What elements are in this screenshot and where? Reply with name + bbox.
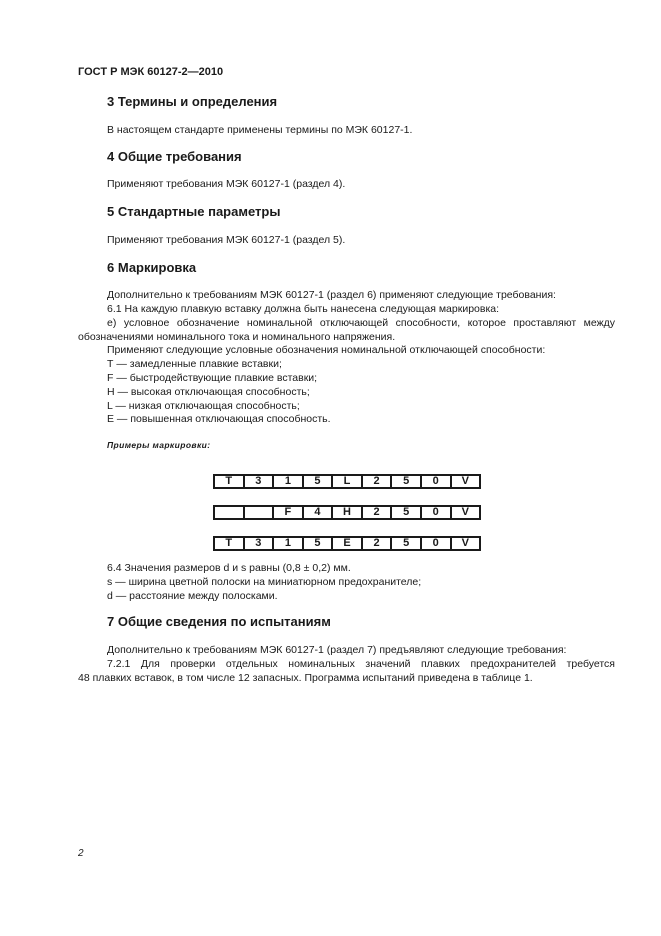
section-4-title: 4 Общие требования — [107, 149, 242, 164]
marking-example-3 — [213, 536, 481, 551]
marking-cell: 0 — [420, 538, 450, 549]
section-5-title: 5 Стандартные параметры — [107, 204, 281, 219]
marking-cell: 5 — [302, 538, 332, 549]
examples-label: Примеры маркировки: — [107, 440, 211, 450]
marking-cell: 5 — [390, 538, 420, 549]
section-3-title: 3 Термины и определения — [107, 94, 278, 109]
section-5-text: Применяют требования МЭК 60127-1 (раздел 5). — [107, 234, 346, 246]
marking-cell: V — [450, 507, 480, 518]
marking-cell: 5 — [390, 507, 420, 518]
marking-cell: 0 — [420, 476, 450, 487]
code-item: Т — замедленные плавкие вставки; — [107, 358, 282, 370]
marking-cell: 2 — [361, 476, 391, 487]
marking-cell: 2 — [361, 507, 391, 518]
code-item: Н — высокая отключающая способность; — [107, 386, 310, 398]
section-6-paragraph-2: 6.1 На каждую плавкую вставку должна быть нанесена следующая маркировка: — [107, 303, 500, 315]
section-7-paragraph-1: Дополнительно к требованиям МЭК 60127-1 (раздел 7) предъявляют следующие требования: — [107, 644, 567, 656]
marking-cell: 4 — [302, 507, 332, 518]
section-7-title: 7 Общие сведения по испытаниям — [107, 614, 331, 629]
marking-example-1 — [213, 474, 481, 489]
marking-cell: 1 — [272, 476, 302, 487]
marking-cell: H — [331, 507, 361, 518]
marking-cell: F — [272, 507, 302, 518]
section-6-title: 6 Маркировка — [107, 260, 197, 275]
document-header: ГОСТ Р МЭК 60127-2—2010 — [78, 66, 224, 78]
section-7-paragraph-2-cont: 48 плавких вставок, в том числе 12 запасных. Программа испытаний приведена в таблице 1. — [78, 672, 533, 684]
marking-cell: 3 — [243, 476, 273, 487]
page-number: 2 — [78, 848, 84, 859]
marking-cell: V — [450, 476, 480, 487]
marking-cell: L — [331, 476, 361, 487]
code-item: F — быстродействующие плавкие вставки; — [107, 372, 318, 384]
section-3-text: В настоящем стандарте применены термины по МЭК 60127-1. — [107, 124, 413, 136]
section-6-paragraph-5: 6.4 Значения размеров d и s равны (0,8 ± 0,2) мм. — [107, 562, 351, 574]
section-6-paragraph-1: Дополнительно к требованиям МЭК 60127-1 (раздел 6) применяют следующие требования: — [107, 289, 556, 301]
section-6-paragraph-3: е) условное обозначение номинальной отключающей способности, которое проставляют между — [107, 317, 615, 329]
section-4-text: Применяют требования МЭК 60127-1 (раздел 4). — [107, 178, 346, 190]
marking-cell — [243, 507, 273, 518]
section-7-paragraph-2: 7.2.1 Для проверки отдельных номинальных значений плавких предохранителей требуется — [107, 658, 615, 670]
marking-cell: T — [225, 537, 233, 549]
marking-cell: 3 — [243, 538, 273, 549]
code-item: Е — повышенная отключающая способность. — [107, 413, 331, 425]
code-item: L — низкая отключающая способность; — [107, 400, 300, 412]
marking-example-2 — [213, 505, 481, 520]
marking-cell: E — [331, 538, 361, 549]
section-6-paragraph-3-cont: обозначениями номинального тока и номинального напряжения. — [78, 331, 396, 343]
section-6-paragraph-4: Применяют следующие условные обозначения номинальной отключающей способности: — [107, 344, 546, 356]
marking-cell: 1 — [272, 538, 302, 549]
marking-cell: 5 — [302, 476, 332, 487]
section-6-paragraph-7: d — расстояние между полосками. — [107, 590, 278, 602]
marking-cell — [215, 507, 243, 518]
section-6-paragraph-6: s — ширина цветной полоски на миниатюрном предохранителе; — [107, 576, 422, 588]
marking-cell: 0 — [420, 507, 450, 518]
marking-cell: T — [225, 475, 233, 487]
marking-cell: V — [450, 538, 480, 549]
marking-cell: 5 — [390, 476, 420, 487]
marking-cell: 2 — [361, 538, 391, 549]
